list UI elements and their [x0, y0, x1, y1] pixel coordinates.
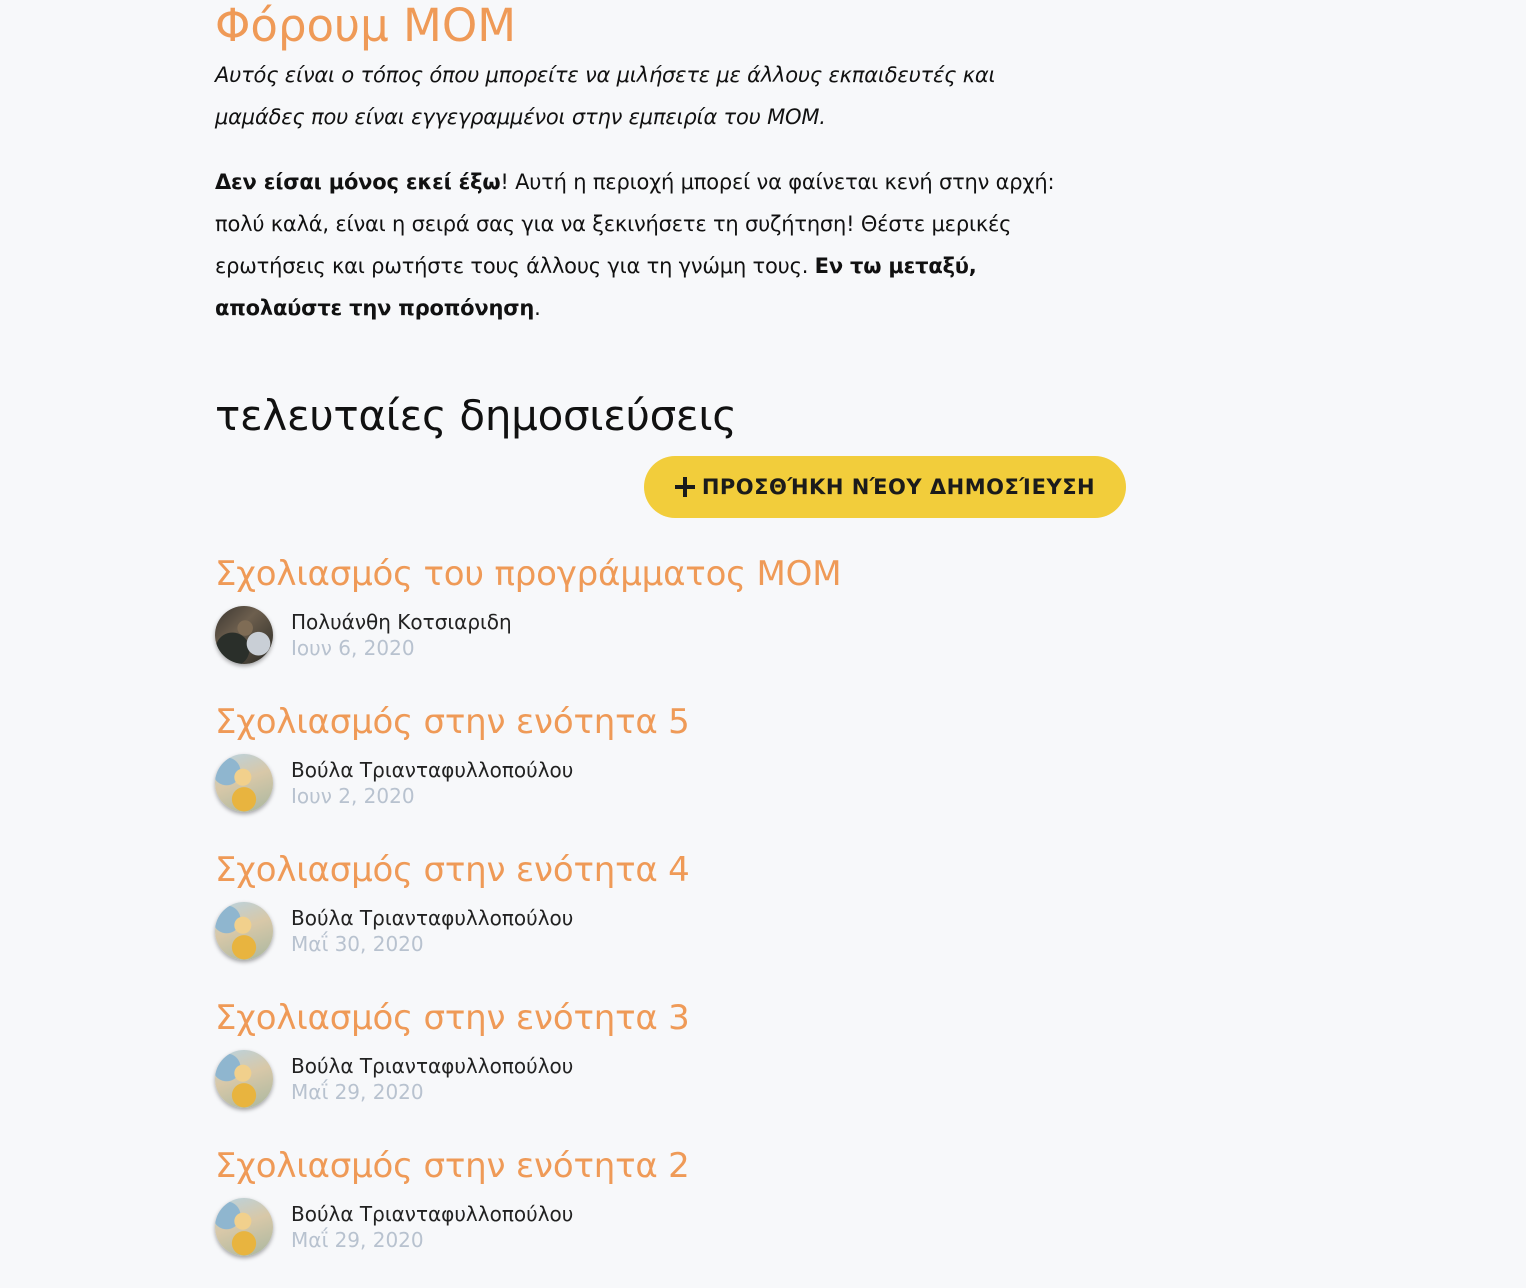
post-list — [215, 548, 1126, 1288]
intro-line: μαμάδες που είναι εγγεγραμμένοι στην εμπειρία του MOM. — [215, 105, 826, 129]
avatar — [215, 1198, 273, 1256]
list-item — [215, 844, 1126, 992]
post-date: Μαΐ 29, 2020 — [291, 1080, 424, 1104]
recent-posts-heading: τελευταίες δημοσιεύσεις — [215, 391, 737, 440]
add-new-post-label: ΠΡΟΣΘΉΚΗ ΝΈΟΥ ΔΗΜΟΣΊΕΥΣΗ — [701, 475, 1096, 499]
post-title-link[interactable]: Σχολιασμός στην ενότητα 4 — [215, 850, 690, 890]
description-line — [215, 245, 1126, 287]
forum-intro — [215, 54, 1126, 138]
intro-line: Αυτός είναι ο τόπος όπου μπορείτε να μιλήσετε με άλλους εκπαιδευτές και — [215, 63, 996, 87]
plus-icon — [675, 477, 695, 497]
description-text: ερωτήσεις και ρωτήστε τους άλλους για τη γνώμη τους. — [215, 254, 815, 278]
post-date: Ιουν 6, 2020 — [291, 636, 415, 660]
list-item — [215, 696, 1126, 844]
add-new-post-button[interactable] — [644, 456, 1126, 518]
post-author: Βούλα Τριανταφυλλοπούλου — [291, 1202, 574, 1226]
description-bold: απολαύστε την προπόνηση — [215, 296, 535, 320]
description-line: πολύ καλά, είναι η σειρά σας για να ξεκινήσετε τη συζήτηση! Θέστε μερικές — [215, 212, 1012, 236]
list-item — [215, 548, 1126, 696]
post-title-link[interactable]: Σχολιασμός στην ενότητα 2 — [215, 1146, 690, 1186]
post-author: Βούλα Τριανταφυλλοπούλου — [291, 1054, 574, 1078]
post-author: Πολυάνθη Κοτσιαριδη — [291, 610, 512, 634]
post-date: Μαΐ 29, 2020 — [291, 1228, 424, 1252]
post-date: Μαΐ 30, 2020 — [291, 932, 424, 956]
list-item — [215, 992, 1126, 1140]
post-title-link[interactable]: Σχολιασμός του προγράμματος MOM — [215, 554, 842, 594]
post-date: Ιουν 2, 2020 — [291, 784, 415, 808]
avatar — [215, 754, 273, 812]
forum-description — [215, 161, 1126, 329]
page-title: Φόρουμ MOM — [215, 0, 517, 52]
description-line — [215, 161, 1126, 203]
description-line — [215, 287, 1126, 329]
list-item — [215, 1140, 1126, 1288]
post-title-link[interactable]: Σχολιασμός στην ενότητα 3 — [215, 998, 690, 1038]
post-author: Βούλα Τριανταφυλλοπούλου — [291, 758, 574, 782]
avatar — [215, 606, 273, 664]
avatar — [215, 902, 273, 960]
description-bold: Εν τω μεταξύ, — [814, 254, 977, 278]
description-text: ! Αυτή η περιοχή μπορεί να φαίνεται κενή στην αρχή: — [500, 170, 1055, 194]
avatar — [215, 1050, 273, 1108]
post-author: Βούλα Τριανταφυλλοπούλου — [291, 906, 574, 930]
description-text: . — [534, 296, 541, 320]
post-title-link[interactable]: Σχολιασμός στην ενότητα 5 — [215, 702, 690, 742]
description-bold: Δεν είσαι μόνος εκεί έξω — [215, 170, 501, 194]
